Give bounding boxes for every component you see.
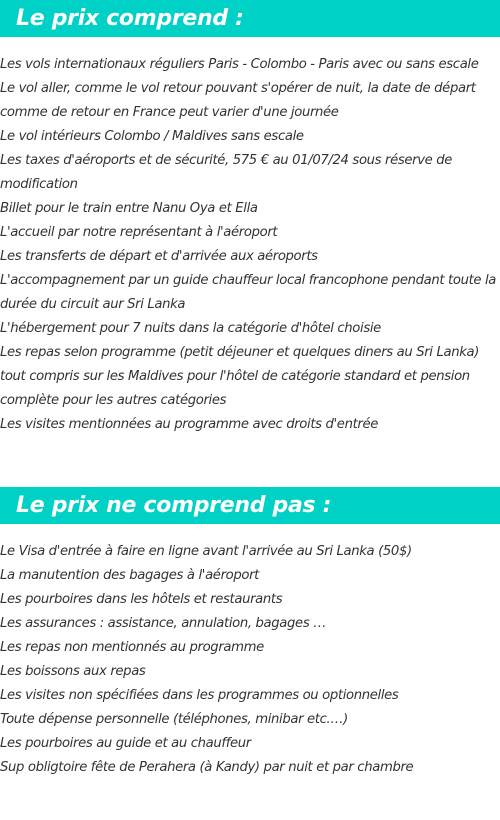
included-items-list [0,53,500,437]
included-section-header [0,0,500,37]
included-item: L'hébergement pour 7 nuits dans la catégorie d'hôtel choisie [0,321,381,336]
included-item: Les transferts de départ et d'arrivée aux aéroports [0,249,318,264]
excluded-item: Les boissons aux repas [0,664,146,679]
excluded-items-list [0,540,500,780]
included-item: L'accompagnement par un guide chauffeur local francophone pendant toute la durée du circuit aur Sri Lanka [0,273,497,312]
included-item: Les repas selon programme (petit déjeuner et quelques diners au Sri Lanka) tout compris sur les Maldives pour l'hôtel de catégorie standard et pension complète pour les autres catégories [0,345,480,408]
included-item: Les vols internationaux réguliers Paris - Colombo - Paris avec ou sans escale [0,57,479,72]
included-item: Le vol aller, comme le vol retour pouvant s'opérer de nuit, la date de départ comme de retour en France peut varier d'une journée [0,81,476,120]
excluded-item: Le Visa d'entrée à faire en ligne avant l'arrivée au Sri Lanka (50$) [0,544,412,559]
excluded-item: Les pourboires au guide et au chauffeur [0,736,251,751]
included-item: Billet pour le train entre Nanu Oya et Ella [0,201,258,216]
included-item: L'accueil par notre représentant à l'aéroport [0,225,278,240]
included-item: Les taxes d'aéroports et de sécurité, 575 € au 01/07/24 sous réserve de modification [0,153,453,192]
included-section-title: Le prix comprend : [16,6,244,31]
included-item: Le vol intérieurs Colombo / Maldives sans escale [0,129,304,144]
excluded-item: Les pourboires dans les hôtels et restaurants [0,592,283,607]
excluded-item: Les assurances : assistance, annulation, bagages … [0,616,327,631]
excluded-item: Toute dépense personnelle (téléphones, minibar etc.…) [0,712,348,727]
excluded-item: Les visites non spécifiées dans les programmes ou optionnelles [0,688,399,703]
excluded-item: Les repas non mentionnés au programme [0,640,264,655]
excluded-section-header [0,487,500,524]
excluded-item: La manutention des bagages à l'aéroport [0,568,259,583]
excluded-section-title: Le prix ne comprend pas : [16,493,332,518]
excluded-item: Sup obligtoire fête de Perahera (à Kandy) par nuit et par chambre [0,760,414,775]
included-item: Les visites mentionnées au programme avec droits d'entrée [0,417,379,432]
